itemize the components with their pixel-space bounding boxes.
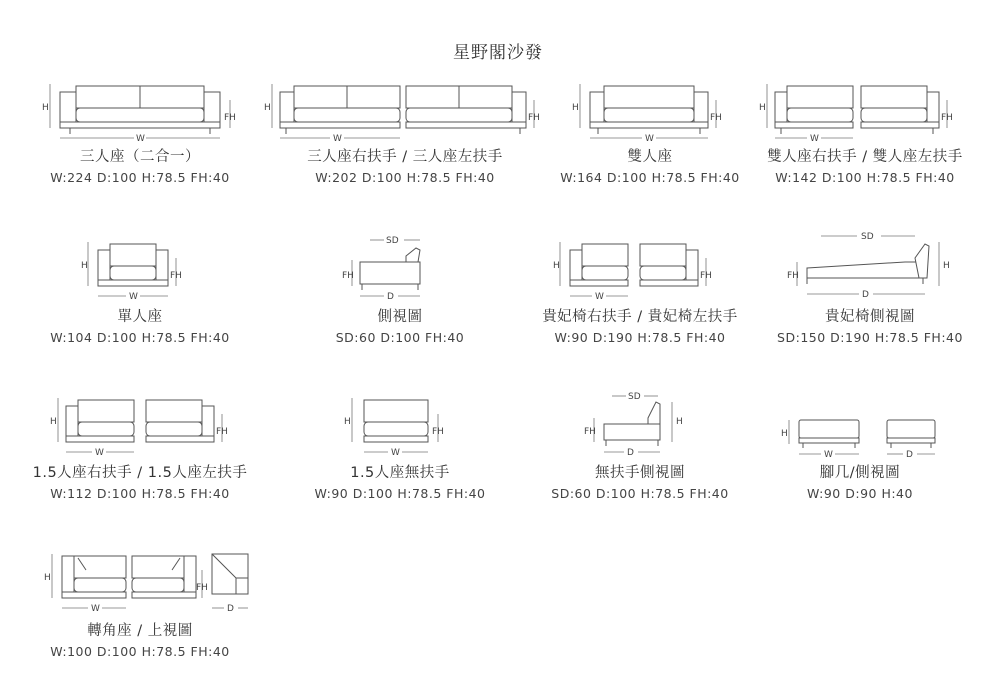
svg-text:H: H (44, 573, 51, 583)
product-2seat-arm (750, 78, 980, 185)
svg-text:FH: FH (710, 113, 722, 123)
item-name: 無扶手側視圖 (595, 465, 685, 481)
item-name: 單人座 (117, 309, 163, 325)
drawing-3seat-arm (260, 78, 550, 142)
drawing-noarm-side (580, 392, 700, 458)
item-name: 側視圖 (377, 309, 423, 325)
svg-text:H: H (759, 103, 766, 113)
product-side-view (280, 236, 520, 345)
item-dims: W:224 D:100 H:78.5 FH:40 (50, 170, 230, 185)
svg-text:H: H (572, 103, 579, 113)
svg-text:SD: SD (861, 232, 874, 242)
product-2seat (550, 78, 750, 185)
svg-text:W: W (824, 450, 833, 458)
item-dims: W:202 D:100 H:78.5 FH:40 (315, 170, 495, 185)
drawing-1seat (80, 236, 200, 302)
svg-text:FH: FH (941, 113, 953, 123)
product-15seat-arm (20, 392, 260, 501)
svg-text:SD: SD (628, 392, 641, 402)
svg-text:FH: FH (196, 583, 208, 593)
svg-text:FH: FH (584, 427, 596, 437)
svg-text:H: H (943, 261, 950, 271)
svg-text:D: D (862, 290, 869, 300)
product-1seat (20, 236, 260, 345)
svg-text:FH: FH (342, 271, 354, 281)
svg-text:FH: FH (528, 113, 540, 123)
item-dims: SD:150 D:190 H:78.5 FH:40 (777, 330, 963, 345)
svg-text:D: D (387, 292, 394, 302)
svg-text:D: D (627, 448, 634, 458)
svg-text:H: H (344, 417, 351, 427)
svg-text:D: D (906, 450, 913, 458)
product-chaise-side (760, 228, 980, 345)
product-ottoman (760, 404, 960, 501)
product-corner (20, 548, 260, 659)
svg-text:SD: SD (386, 236, 399, 246)
item-dims: W:100 D:100 H:78.5 FH:40 (50, 644, 230, 659)
svg-text:H: H (42, 103, 49, 113)
svg-text:W: W (333, 134, 342, 142)
svg-text:H: H (81, 261, 88, 271)
item-dims: W:112 D:100 H:78.5 FH:40 (50, 486, 230, 501)
svg-text:H: H (50, 417, 57, 427)
item-name: 貴妃椅右扶手 / 貴妃椅左扶手 (542, 309, 738, 325)
item-dims: W:104 D:100 H:78.5 FH:40 (50, 330, 230, 345)
svg-text:W: W (810, 134, 819, 142)
product-15seat-noarm (280, 392, 520, 501)
svg-text:H: H (781, 429, 788, 439)
svg-text:H: H (676, 417, 683, 427)
svg-text:W: W (595, 292, 604, 302)
svg-text:W: W (136, 134, 145, 142)
drawing-3seat (40, 78, 240, 142)
item-name: 轉角座 / 上視圖 (87, 623, 193, 639)
item-name: 1.5人座無扶手 (350, 465, 450, 481)
item-name: 雙人座 (627, 149, 673, 165)
drawing-chaise-side (785, 228, 955, 302)
item-dims: W:142 D:100 H:78.5 FH:40 (775, 170, 955, 185)
item-name: 雙人座右扶手 / 雙人座左扶手 (767, 149, 963, 165)
svg-text:FH: FH (216, 427, 228, 437)
svg-text:FH: FH (170, 271, 182, 281)
item-name: 三人座右扶手 / 三人座左扶手 (307, 149, 503, 165)
item-dims: W:164 D:100 H:78.5 FH:40 (560, 170, 740, 185)
item-name: 1.5人座右扶手 / 1.5人座左扶手 (32, 465, 248, 481)
svg-text:FH: FH (700, 271, 712, 281)
svg-text:H: H (264, 103, 271, 113)
product-chaise (520, 236, 760, 345)
product-3seat (20, 78, 260, 185)
item-dims: W:90 D:190 H:78.5 FH:40 (554, 330, 726, 345)
svg-text:W: W (91, 604, 100, 614)
product-3seat-arm (260, 78, 550, 185)
page-title: 星野閣沙發 (453, 43, 543, 63)
item-name: 貴妃椅側視圖 (825, 309, 915, 325)
svg-text:H: H (553, 261, 560, 271)
svg-text:FH: FH (432, 427, 444, 437)
item-dims: SD:60 D:100 FH:40 (335, 330, 465, 345)
drawing-15seat-noarm (340, 392, 460, 458)
drawing-corner (30, 548, 250, 616)
drawing-2seat (570, 78, 730, 142)
item-dims: W:90 D:90 H:40 (807, 486, 913, 501)
svg-text:D: D (227, 604, 234, 614)
svg-text:FH: FH (224, 113, 236, 123)
svg-text:W: W (129, 292, 138, 302)
drawing-15seat-arm (40, 392, 240, 458)
item-dims: SD:60 D:100 H:78.5 FH:40 (551, 486, 729, 501)
svg-text:FH: FH (787, 271, 799, 281)
drawing-chaise (550, 236, 730, 302)
drawing-ottoman (775, 404, 945, 458)
svg-text:W: W (645, 134, 654, 142)
product-noarm-side (520, 392, 760, 501)
item-name: 腳几/側視圖 (819, 465, 901, 481)
svg-text:W: W (391, 448, 400, 458)
item-name: 三人座（二合一） (80, 149, 200, 165)
svg-text:W: W (95, 448, 104, 458)
drawing-side-view (340, 236, 460, 302)
item-dims: W:90 D:100 H:78.5 FH:40 (314, 486, 486, 501)
drawing-2seat-arm (755, 78, 975, 142)
